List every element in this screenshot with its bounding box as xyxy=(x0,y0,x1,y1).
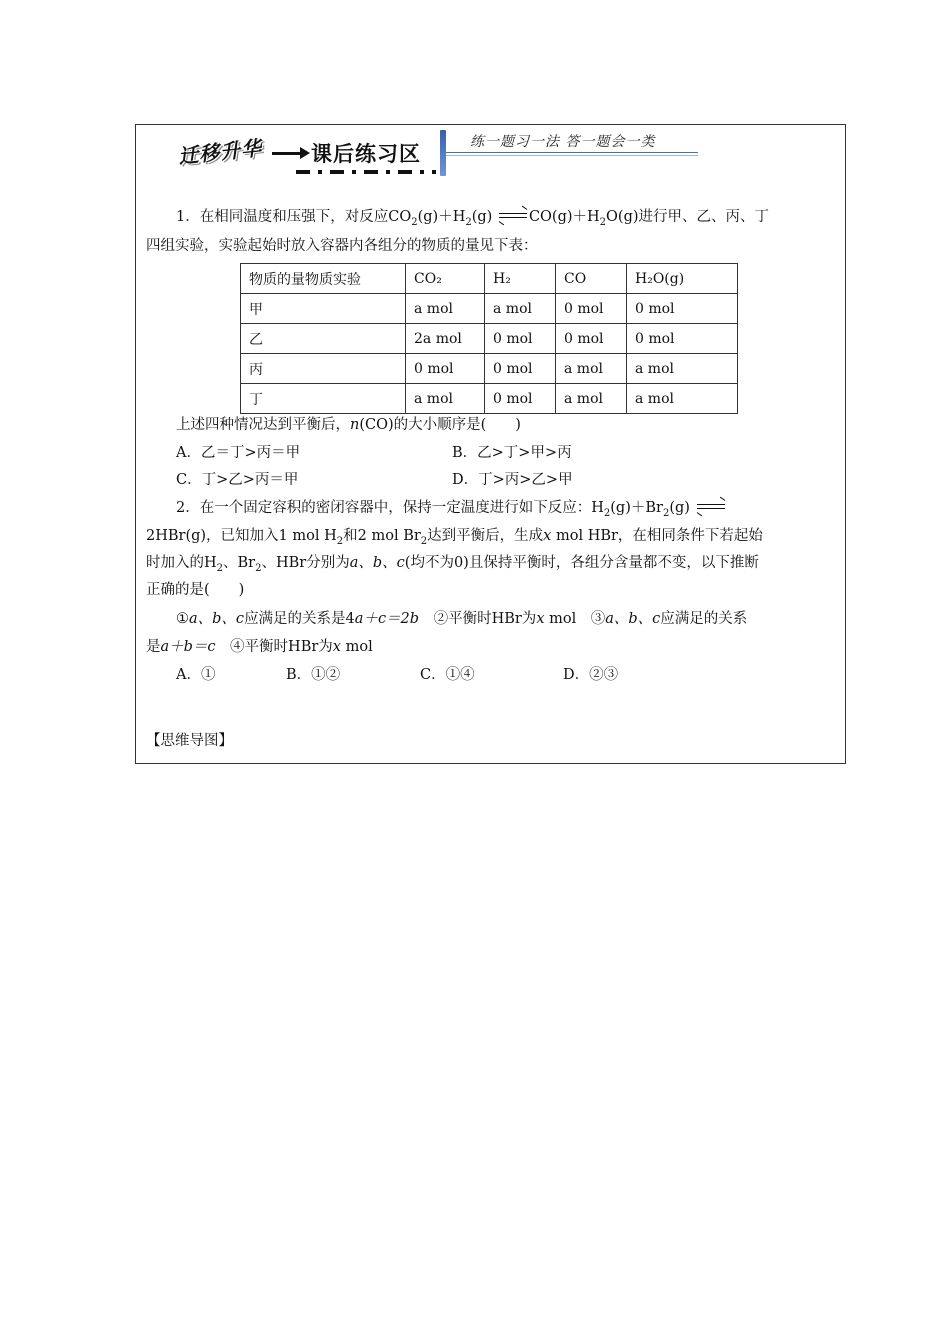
table-row xyxy=(241,324,738,354)
q2-statements-line1: ①a、b、c应满足的关系是4a＋c＝2b ②平衡时HBr为x mol ③a、b、c应满足的关系 xyxy=(176,611,748,627)
table-cell: 0 mol xyxy=(485,324,556,354)
banner-motto: 练一题习一法 答一题会一类 xyxy=(470,134,656,150)
table-cell: a mol xyxy=(627,354,738,384)
q1-option-a: A．乙＝丁>丙＝甲 xyxy=(176,445,301,461)
banner-line-light xyxy=(446,155,698,156)
table-cell: 乙 xyxy=(241,324,406,354)
q2-line2: 2HBr(g)，已知加入1 mol $H_2$和2 mol $Br_2$达到平衡后，生成x mol HBr，在相同条件下若起始 xyxy=(146,528,763,547)
table-cell: 0 mol xyxy=(485,354,556,384)
table-header-cell: CO₂ xyxy=(406,264,485,294)
arrow-icon xyxy=(272,152,302,155)
banner-title: 课后练习区 xyxy=(311,142,421,166)
banner-bar xyxy=(440,130,446,176)
table-row xyxy=(241,294,738,324)
table-cell: 0 mol xyxy=(406,354,485,384)
table-cell: 2a mol xyxy=(406,324,485,354)
mindmap-heading: 【思维导图】 xyxy=(146,733,233,749)
q2-option-c: C．①④ xyxy=(420,667,475,683)
equilibrium-arrow-icon xyxy=(695,503,727,513)
table-cell: 0 mol xyxy=(627,324,738,354)
q2-line4: 正确的是( ) xyxy=(146,582,245,598)
table-cell: a mol xyxy=(556,384,627,414)
table-cell: 0 mol xyxy=(556,324,627,354)
banner-badge: 迁移升华 xyxy=(177,135,264,169)
q1-question: 上述四种情况达到平衡后，n(CO)的大小顺序是( ) xyxy=(176,417,521,433)
table-cell: a mol xyxy=(406,384,485,414)
table-header-cell: CO xyxy=(556,264,627,294)
table-header-cell: 物质的量物质实验 xyxy=(241,264,406,294)
table-cell: a mol xyxy=(406,294,485,324)
table-cell: 0 mol xyxy=(627,294,738,324)
q1-option-c: C．丁>乙>丙＝甲 xyxy=(176,472,299,488)
table-cell: 丁 xyxy=(241,384,406,414)
q2-option-a: A．① xyxy=(176,667,216,683)
table-row xyxy=(241,384,738,414)
table-header-row xyxy=(241,264,738,294)
q1-option-d: D．丁>丙>乙>甲 xyxy=(452,472,573,488)
initial-amount-table xyxy=(240,263,738,414)
dashed-underline xyxy=(296,170,436,174)
table-cell: a mol xyxy=(485,294,556,324)
banner-line xyxy=(446,152,698,153)
q1-line2: 四组实验，实验起始时放入容器内各组分的物质的量见下表： xyxy=(146,238,538,254)
table-cell: a mol xyxy=(627,384,738,414)
table-cell: 0 mol xyxy=(556,294,627,324)
q2-line1: 2．在一个固定容积的密闭容器中，保持一定温度进行如下反应：$H_2(g)+Br_2(g)$ xyxy=(176,498,727,524)
q2-option-b: B．①② xyxy=(286,667,341,683)
table-row xyxy=(241,354,738,384)
q1-line1: 1．在相同温度和压强下，对反应$CO_2(g)+H_2(g)$ $CO(g)+H_2O(g)$进行甲、乙、丙、丁 xyxy=(176,207,769,233)
section-banner xyxy=(178,130,708,182)
q2-option-d: D．②③ xyxy=(563,667,619,683)
table-header-cell: H₂O(g) xyxy=(627,264,738,294)
q2-statements-line2: 是a＋b＝c ④平衡时HBr为x mol xyxy=(146,639,373,655)
q2-line3: 时加入的$H_2$、$Br_2$、HBr分别为a、b、c(均不为0)且保持平衡时，各组分含量都不变，以下推断 xyxy=(146,555,759,574)
table-cell: a mol xyxy=(556,354,627,384)
table-cell: 丙 xyxy=(241,354,406,384)
table-cell: 甲 xyxy=(241,294,406,324)
table-cell: 0 mol xyxy=(485,384,556,414)
q1-option-b: B．乙>丁>甲>丙 xyxy=(452,445,572,461)
equilibrium-arrow-icon xyxy=(497,212,529,222)
table-header-cell: H₂ xyxy=(485,264,556,294)
